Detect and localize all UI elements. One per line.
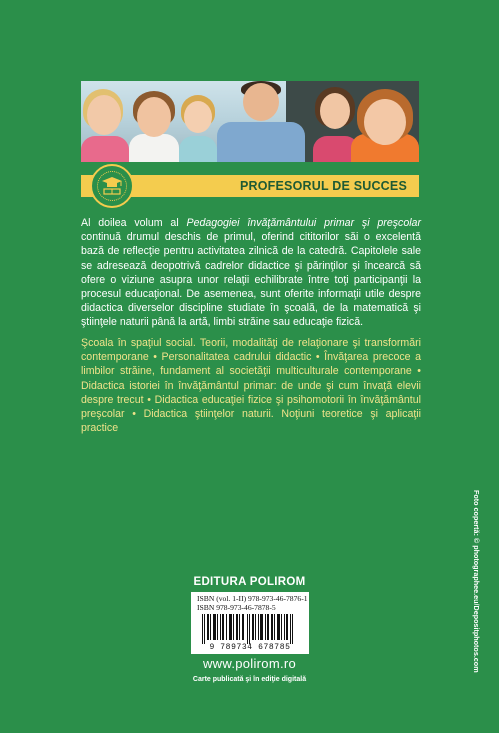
cover-photo xyxy=(81,81,419,162)
child-face xyxy=(320,93,350,129)
publisher-website[interactable]: www.polirom.ro xyxy=(202,656,297,671)
child-face xyxy=(184,101,212,133)
digital-edition-note: Carte publicată şi în ediţie digitală xyxy=(192,676,307,683)
book-description xyxy=(81,216,421,330)
child-shirt xyxy=(81,136,129,162)
graduation-cap-book-icon xyxy=(101,176,123,196)
book-title-italic: Pedagogiei învăţământului primar şi preşcolar xyxy=(186,217,421,229)
barcode-digits: 9 789734 678785 xyxy=(209,643,291,652)
publisher-name: EDITURA POLIROM xyxy=(193,576,306,588)
isbn-volume: ISBN 978-973-46-7878-5 xyxy=(197,603,276,612)
series-title: PROFESORUL DE SUCCES xyxy=(240,179,407,193)
photo-credit: Foto copertă: © photographee.eu/Depositphotos.com xyxy=(472,490,481,673)
teacher-shirt xyxy=(217,122,305,162)
child-shirt xyxy=(179,136,217,162)
series-logo xyxy=(90,164,134,208)
isbn-general: ISBN (vol. 1-II) 978-973-46-7876-1 xyxy=(197,594,308,603)
isbn-barcode-box xyxy=(191,592,309,654)
description-body: continuă drumul deschis de primul, oferind cititorilor săi o excelentă bază de reflecţie pentru activitatea zilnică de la catedră. Capitolele sale se adresează deopotrivă cadrelor didactice şi părinţilor şi încearcă să ofere o viziune asupra unor relaţii echilibrate între toţi participanţii la procesul educaţional. De asemenea, sunt oferite informaţii utile despre didactica diverselor discipline studiate în şcoală, de la matematică şi ştiinţele naturii până la artă, limbi străine sau educaţie fizică. xyxy=(81,231,421,329)
child-face xyxy=(137,97,171,137)
table-of-contents: Şcoala în spaţiul social. Teorii, modalităţi de relaţionare şi transformări contemporane • Personalitatea cadrului didactic • Învăţarea precoce a limbilor străine, fundament al societăţii multiculturale contemporane • Didactica istoriei în învăţământul primar: de unde şi cum învaţă elevii despre trecut • Didactica educaţiei fizice şi psihomotorii în învăţământul preşcolar • Didactica ştiinţelor naturii. Noţiuni teoretice şi aplicaţii practice xyxy=(81,337,421,435)
barcode xyxy=(196,614,304,644)
child-face xyxy=(87,95,121,135)
teacher-face xyxy=(243,83,279,121)
child-shirt xyxy=(129,134,179,162)
child-face xyxy=(364,99,406,145)
description-intro: Al doilea volum al xyxy=(81,217,187,229)
